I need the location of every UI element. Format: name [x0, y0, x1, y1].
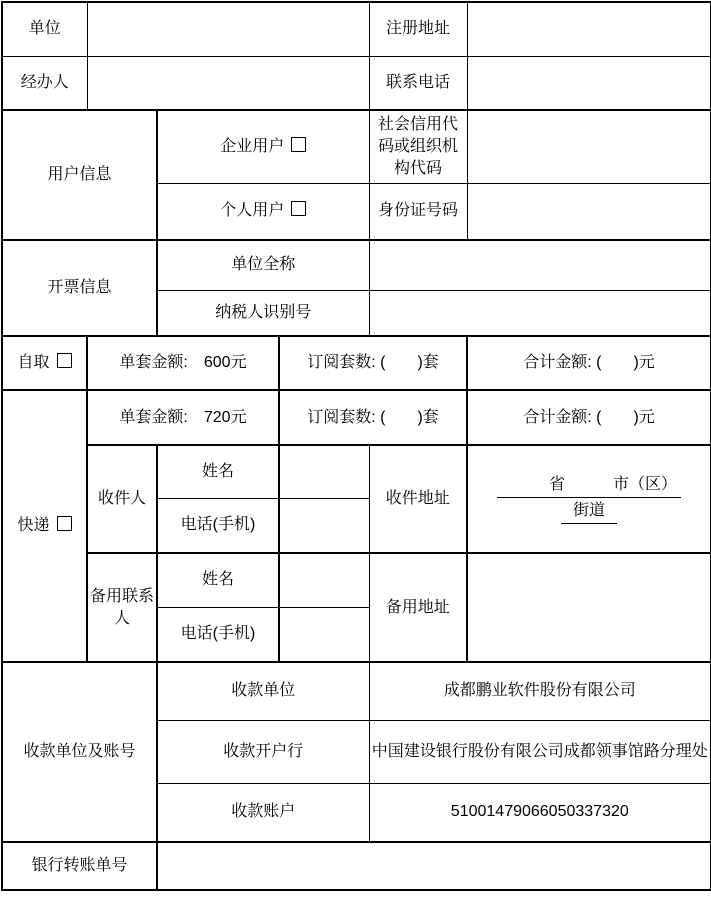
- express-price: 单套金额: 720元: [87, 390, 279, 445]
- express-quantity[interactable]: 订阅套数: ( )套: [279, 390, 467, 445]
- bank-transfer-no-label: 银行转账单号: [2, 842, 157, 890]
- backup-address-input[interactable]: [467, 553, 711, 662]
- recipient-address-line2[interactable]: 街道: [561, 500, 617, 524]
- recipient-name-input[interactable]: [279, 445, 369, 498]
- personal-user-checkbox[interactable]: [291, 201, 306, 216]
- express-cell: [2, 390, 87, 662]
- unit-label: 单位: [2, 2, 87, 56]
- self-pickup-label: 自取: [17, 354, 50, 372]
- self-pickup-cell: [2, 336, 87, 390]
- self-pickup-checkbox[interactable]: [57, 353, 72, 368]
- contact-phone-label: 联系电话: [369, 56, 467, 110]
- registered-address-label: 注册地址: [369, 2, 467, 56]
- express-label: 快递: [17, 517, 50, 535]
- handler-input[interactable]: [87, 56, 369, 110]
- recipient-group-label: 收件人: [87, 445, 157, 553]
- personal-user-cell: [157, 183, 369, 240]
- social-credit-input[interactable]: [467, 110, 711, 183]
- backup-contact-group-label: 备用联系人: [87, 553, 157, 662]
- recipient-address-label: 收件地址: [369, 445, 467, 553]
- bank-transfer-no-input[interactable]: [157, 842, 711, 890]
- social-credit-label: 社会信用代码或组织机构代码: [369, 110, 467, 183]
- unit-input[interactable]: [87, 2, 369, 56]
- backup-address-label: 备用地址: [369, 553, 467, 662]
- backup-name-label: 姓名: [157, 553, 279, 607]
- payee-unit-label: 收款单位: [157, 662, 369, 720]
- handler-label: 经办人: [2, 56, 87, 110]
- payee-account-label: 收款账户: [157, 783, 369, 842]
- unit-full-name-label: 单位全称: [157, 240, 369, 290]
- taxpayer-id-label: 纳税人识别号: [157, 290, 369, 336]
- recipient-address-input[interactable]: [467, 445, 711, 553]
- recipient-address-line1[interactable]: 省 市（区）: [497, 474, 681, 498]
- backup-phone-input[interactable]: [279, 607, 369, 662]
- recipient-phone-label: 电话(手机): [157, 498, 279, 553]
- backup-name-input[interactable]: [279, 553, 369, 607]
- express-total[interactable]: 合计金额: ( )元: [467, 390, 711, 445]
- payee-bank-value: 中国建设银行股份有限公司成都领事馆路分理处: [369, 720, 711, 783]
- pickup-price: 单套金额: 600元: [87, 336, 279, 390]
- unit-full-name-input[interactable]: [369, 240, 711, 290]
- contact-phone-input[interactable]: [467, 56, 711, 110]
- enterprise-user-cell: [157, 110, 369, 183]
- payee-section-label: 收款单位及账号: [2, 662, 157, 842]
- taxpayer-id-input[interactable]: [369, 290, 711, 336]
- payee-unit-value: 成都鹏业软件股份有限公司: [369, 662, 711, 720]
- subscription-form-table: [1, 1, 711, 891]
- personal-user-label: 个人用户: [220, 202, 285, 220]
- id-number-input[interactable]: [467, 183, 711, 240]
- registered-address-input[interactable]: [467, 2, 711, 56]
- enterprise-user-checkbox[interactable]: [291, 137, 306, 152]
- pickup-quantity[interactable]: 订阅套数: ( )套: [279, 336, 467, 390]
- invoice-info-section-label: 开票信息: [2, 240, 157, 336]
- express-checkbox[interactable]: [57, 516, 72, 531]
- user-info-section-label: 用户信息: [2, 110, 157, 240]
- recipient-name-label: 姓名: [157, 445, 279, 498]
- pickup-total[interactable]: 合计金额: ( )元: [467, 336, 711, 390]
- payee-bank-label: 收款开户行: [157, 720, 369, 783]
- recipient-phone-input[interactable]: [279, 498, 369, 553]
- id-number-label: 身份证号码: [369, 183, 467, 240]
- enterprise-user-label: 企业用户: [220, 137, 285, 155]
- backup-phone-label: 电话(手机): [157, 607, 279, 662]
- payee-account-value: 51001479066050337320: [369, 783, 711, 842]
